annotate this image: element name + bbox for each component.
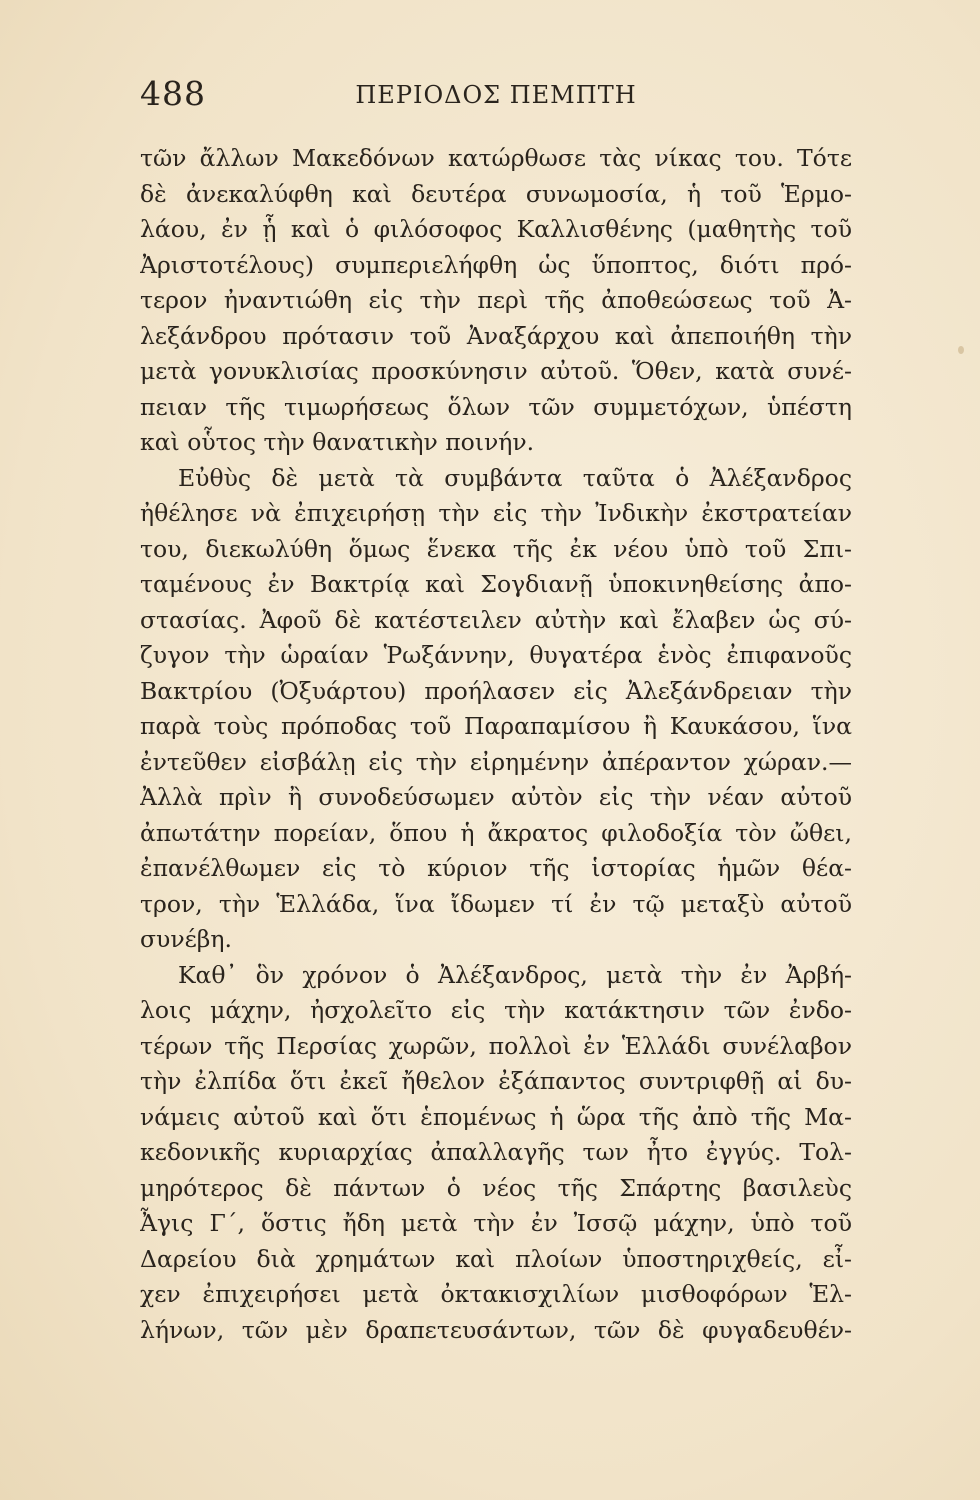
text-line: ζυγον τὴν ὡραίαν Ῥωξάννην, θυγατέρα ἑνὸς ἐπιφανοῦς bbox=[140, 641, 852, 669]
page-header bbox=[140, 74, 852, 124]
text-line: λοις μάχην, ἠσχολεῖτο εἰς τὴν κατάκτησιν τῶν ἐνδο- bbox=[140, 996, 852, 1024]
text-line: πειαν τῆς τιμωρήσεως ὅλων τῶν συμμετόχων, ὑπέστη bbox=[140, 392, 852, 421]
text-line: ἐπανέλθωμεν εἰς τὸ κύριον τῆς ἱστορίας ἡμῶν θέα- bbox=[140, 854, 852, 882]
text-line: ἠθέλησε νὰ ἐπιχειρήσῃ τὴν εἰς τὴν Ἰνδικὴν ἐκστρατείαν bbox=[140, 499, 852, 527]
text-line: κεδονικῆς κυριαρχίας ἀπαλλαγῆς των ἦτο ἐγγύς. Τολ- bbox=[140, 1138, 852, 1166]
text-line: Βακτρίου (Ὀξυάρτου) προήλασεν εἰς Ἀλεξάνδρειαν τὴν bbox=[140, 676, 852, 705]
text-line: ἐντεῦθεν εἰσβάλῃ εἰς τὴν εἰρημένην ἀπέραντον χώραν.— bbox=[140, 747, 852, 776]
text-line: λήνων, τῶν μὲν δραπετευσάντων, τῶν δὲ φυγαδευθέν- bbox=[140, 1315, 852, 1344]
text-line: του, διεκωλύθη ὅμως ἕνεκα τῆς ἐκ νέου ὑπὸ τοῦ Σπι- bbox=[140, 534, 852, 563]
text-line: χεν ἐπιχειρήσει μετὰ ὀκτακισχιλίων μισθοφόρων Ἑλ- bbox=[140, 1280, 852, 1308]
text-line: μετὰ γονυκλισίας προσκύνησιν αὐτοῦ. Ὅθεν, κατὰ συνέ- bbox=[140, 357, 852, 385]
text-line: νάμεις αὐτοῦ καὶ ὅτι ἑπομένως ἡ ὥρα τῆς ἀπὸ τῆς Μα- bbox=[140, 1102, 852, 1131]
text-line: τέρων τῆς Περσίας χωρῶν, πολλοὶ ἐν Ἑλλάδι συνέλαβον bbox=[140, 1031, 852, 1060]
page-number: 488 bbox=[140, 74, 206, 113]
text-line: Καθ᾽ ὃν χρόνον ὁ Ἀλέξανδρος, μετὰ τὴν ἐν Ἀρβή- bbox=[178, 960, 852, 989]
text-line: καὶ οὗτος τὴν θανατικὴν ποινήν. bbox=[140, 428, 535, 456]
text-line: τρον, τὴν Ἑλλάδα, ἵνα ἴδωμεν τί ἐν τῷ μεταξὺ αὐτοῦ bbox=[140, 889, 852, 918]
text-line: ταμένους ἐν Βακτρίᾳ καὶ Σογδιανῇ ὑποκινηθείσης ἀπο- bbox=[140, 570, 852, 598]
text-line: Ἀλλὰ πρὶν ἢ συνοδεύσωμεν αὐτὸν εἰς τὴν νέαν αὐτοῦ bbox=[140, 783, 852, 811]
text-line: τῶν ἄλλων Μακεδόνων κατώρθωσε τὰς νίκας του. Τότε bbox=[140, 144, 852, 172]
text-line: συνέβη. bbox=[140, 925, 232, 953]
text-line: λάου, ἐν ᾗ καὶ ὁ φιλόσοφος Καλλισθένης (μαθητὴς τοῦ bbox=[140, 215, 852, 243]
text-line: λεξάνδρου πρότασιν τοῦ Ἀναξάρχου καὶ ἀπεποιήθη τὴν bbox=[140, 321, 852, 350]
text-line: παρὰ τοὺς πρόποδας τοῦ Παραπαμίσου ἢ Καυκάσου, ἵνα bbox=[140, 712, 852, 740]
text-line: στασίας. Ἀφοῦ δὲ κατέστειλεν αὐτὴν καὶ ἔλαβεν ὡς σύ- bbox=[140, 605, 852, 634]
running-title: ΠΕΡΙΟΔΟΣ ΠΕΜΠΤΗ bbox=[355, 81, 637, 109]
text-line: μηρότερος δὲ πάντων ὁ νέος τῆς Σπάρτης βασιλεὺς bbox=[140, 1173, 852, 1202]
text-line: τερον ἠναντιώθη εἰς τὴν περὶ τῆς ἀποθεώσεως τοῦ Ἀ- bbox=[140, 286, 852, 314]
body-text bbox=[140, 141, 852, 1348]
text-line: Δαρείου διὰ χρημάτων καὶ πλοίων ὑποστηριχθείς, εἶ- bbox=[140, 1244, 852, 1273]
text-line: Εὐθὺς δὲ μετὰ τὰ συμβάντα ταῦτα ὁ Ἀλέξανδρος bbox=[178, 463, 852, 492]
text-line: Ἆγις Γ΄, ὅστις ἤδη μετὰ τὴν ἐν Ἰσσῷ μάχην, ὑπὸ τοῦ bbox=[140, 1209, 852, 1237]
text-line: Ἀριστοτέλους) συμπεριελήφθη ὡς ὕποπτος, διότι πρό- bbox=[140, 250, 852, 279]
text-line: ἀπωτάτην πορείαν, ὅπου ἡ ἄκρατος φιλοδοξία τὸν ὤθει, bbox=[140, 818, 852, 847]
text-line: τὴν ἐλπίδα ὅτι ἐκεῖ ἤθελον ἐξάπαντος συντριφθῇ αἱ δυ- bbox=[140, 1067, 852, 1095]
paper-spot bbox=[958, 346, 964, 354]
text-line: δὲ ἀνεκαλύφθη καὶ δευτέρα συνωμοσία, ἡ τοῦ Ἑρμο- bbox=[140, 179, 852, 208]
